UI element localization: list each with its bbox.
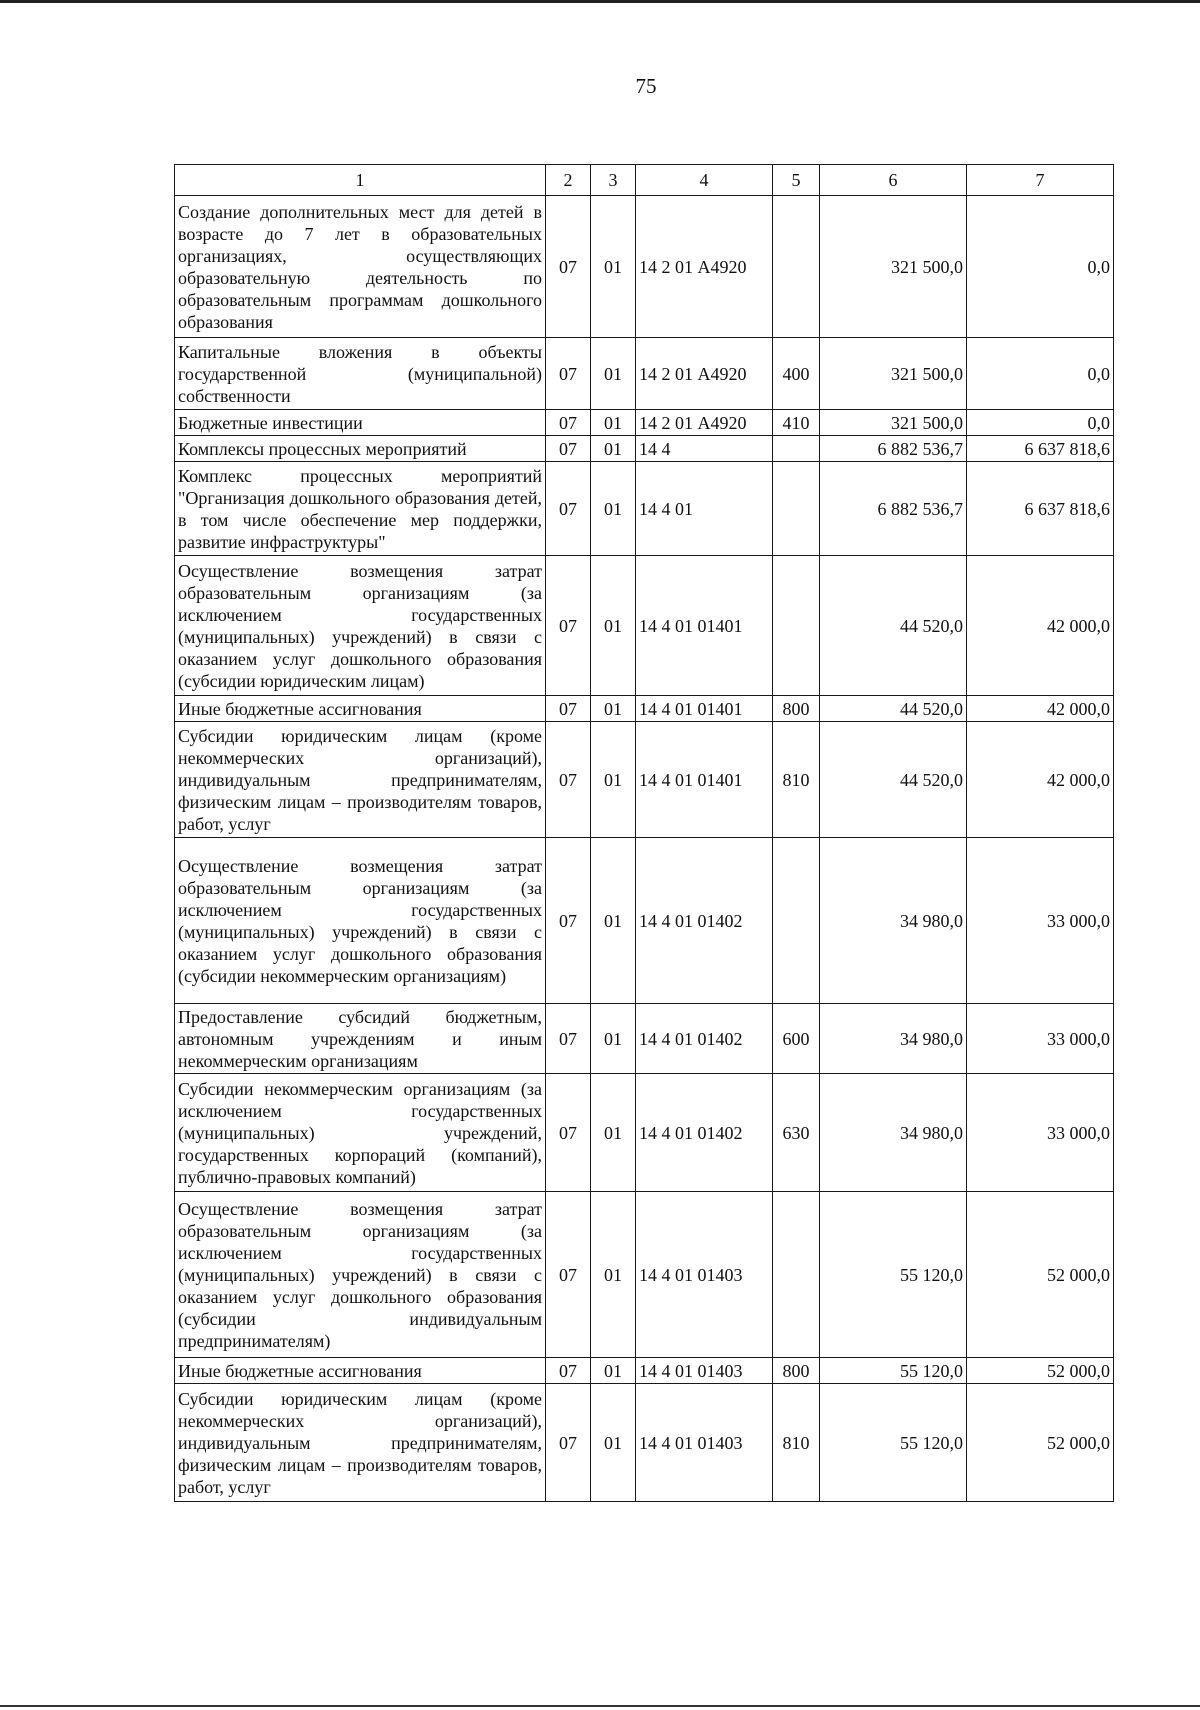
cell-name: Капитальные вложения в объекты государственной (муниципальной) собственности [175, 338, 546, 410]
cell-section: 07 [546, 838, 591, 1004]
table-row [175, 1192, 1114, 1358]
cell-section: 07 [546, 410, 591, 436]
header-col-2: 2 [546, 165, 591, 196]
cell-amount-1: 44 520,0 [820, 722, 967, 838]
cell-section: 07 [546, 196, 591, 338]
cell-amount-1: 6 882 536,7 [820, 462, 967, 556]
cell-target-article: 14 2 01 А4920 [636, 410, 773, 436]
cell-subsection: 01 [591, 1358, 636, 1384]
table-row [175, 722, 1114, 838]
cell-amount-1: 44 520,0 [820, 696, 967, 722]
cell-subsection: 01 [591, 410, 636, 436]
cell-target-article: 14 2 01 А4920 [636, 338, 773, 410]
cell-target-article: 14 4 01 01402 [636, 1004, 773, 1074]
header-col-7: 7 [967, 165, 1114, 196]
header-col-6: 6 [820, 165, 967, 196]
cell-amount-1: 34 980,0 [820, 1004, 967, 1074]
cell-expense-type [773, 196, 820, 338]
cell-name: Иные бюджетные ассигнования [175, 696, 546, 722]
cell-subsection: 01 [591, 196, 636, 338]
bottom-border-line [0, 1705, 1200, 1707]
cell-amount-1: 44 520,0 [820, 556, 967, 696]
table-row [175, 410, 1114, 436]
cell-subsection: 01 [591, 1192, 636, 1358]
cell-section: 07 [546, 436, 591, 462]
top-border-line [0, 0, 1200, 3]
cell-target-article: 14 4 [636, 436, 773, 462]
cell-target-article: 14 4 01 01401 [636, 556, 773, 696]
cell-target-article: 14 4 01 [636, 462, 773, 556]
cell-subsection: 01 [591, 338, 636, 410]
header-col-3: 3 [591, 165, 636, 196]
cell-target-article: 14 4 01 01403 [636, 1358, 773, 1384]
cell-target-article: 14 4 01 01402 [636, 838, 773, 1004]
header-col-1: 1 [175, 165, 546, 196]
table-row [175, 838, 1114, 1004]
cell-section: 07 [546, 462, 591, 556]
cell-section: 07 [546, 338, 591, 410]
cell-expense-type: 810 [773, 1384, 820, 1502]
cell-section: 07 [546, 1358, 591, 1384]
header-col-4: 4 [636, 165, 773, 196]
cell-amount-1: 55 120,0 [820, 1192, 967, 1358]
cell-expense-type [773, 838, 820, 1004]
cell-name: Субсидии юридическим лицам (кроме некоммерческих организаций), индивидуальным предпринимателям, физическим лицам – производителям товаров, работ, услуг [175, 722, 546, 838]
table-row [175, 1004, 1114, 1074]
cell-section: 07 [546, 1384, 591, 1502]
cell-name: Иные бюджетные ассигнования [175, 1358, 546, 1384]
cell-section: 07 [546, 696, 591, 722]
cell-subsection: 01 [591, 1004, 636, 1074]
cell-target-article: 14 4 01 01401 [636, 722, 773, 838]
cell-expense-type [773, 1192, 820, 1358]
cell-expense-type: 400 [773, 338, 820, 410]
cell-expense-type [773, 436, 820, 462]
cell-target-article: 14 4 01 01401 [636, 696, 773, 722]
cell-subsection: 01 [591, 556, 636, 696]
cell-amount-1: 321 500,0 [820, 410, 967, 436]
cell-subsection: 01 [591, 1384, 636, 1502]
cell-name: Осуществление возмещения затрат образовательным организациям (за исключением государственных (муниципальных) учреждений) в связи с оказанием услуг дошкольного образования (субсидии юридическим лицам) [175, 556, 546, 696]
cell-name: Субсидии некоммерческим организациям (за исключением государственных (муниципальных) учреждений, государственных корпораций (компаний), публично-правовых компаний) [175, 1074, 546, 1192]
cell-subsection: 01 [591, 1074, 636, 1192]
cell-amount-2: 33 000,0 [967, 838, 1114, 1004]
cell-amount-1: 6 882 536,7 [820, 436, 967, 462]
cell-target-article: 14 4 01 01402 [636, 1074, 773, 1192]
cell-expense-type: 800 [773, 1358, 820, 1384]
cell-section: 07 [546, 722, 591, 838]
cell-amount-2: 52 000,0 [967, 1192, 1114, 1358]
table-row [175, 1358, 1114, 1384]
table-row [175, 338, 1114, 410]
cell-amount-1: 34 980,0 [820, 1074, 967, 1192]
cell-amount-2: 6 637 818,6 [967, 462, 1114, 556]
cell-expense-type: 600 [773, 1004, 820, 1074]
table-row [175, 462, 1114, 556]
cell-amount-2: 0,0 [967, 196, 1114, 338]
cell-amount-2: 52 000,0 [967, 1384, 1114, 1502]
header-col-5: 5 [773, 165, 820, 196]
cell-target-article: 14 2 01 А4920 [636, 196, 773, 338]
table-row [175, 696, 1114, 722]
cell-name: Комплекс процессных мероприятий "Организация дошкольного образования детей, в том числе обеспечение мер поддержки, развитие инфраструктуры" [175, 462, 546, 556]
cell-amount-1: 55 120,0 [820, 1358, 967, 1384]
cell-section: 07 [546, 1074, 591, 1192]
cell-amount-1: 321 500,0 [820, 338, 967, 410]
cell-subsection: 01 [591, 462, 636, 556]
cell-amount-2: 33 000,0 [967, 1004, 1114, 1074]
cell-amount-2: 0,0 [967, 410, 1114, 436]
table-row [175, 1384, 1114, 1502]
page-number: 75 [635, 74, 657, 98]
cell-amount-2: 42 000,0 [967, 722, 1114, 838]
cell-amount-2: 42 000,0 [967, 696, 1114, 722]
cell-amount-2: 42 000,0 [967, 556, 1114, 696]
cell-amount-2: 33 000,0 [967, 1074, 1114, 1192]
cell-target-article: 14 4 01 01403 [636, 1384, 773, 1502]
table-body [175, 196, 1114, 1502]
cell-amount-1: 34 980,0 [820, 838, 967, 1004]
cell-name: Осуществление возмещения затрат образовательным организациям (за исключением государственных (муниципальных) учреждений) в связи с оказанием услуг дошкольного образования (субсидии некоммерческим организациям) [175, 838, 546, 1004]
cell-amount-1: 55 120,0 [820, 1384, 967, 1502]
cell-target-article: 14 4 01 01403 [636, 1192, 773, 1358]
cell-expense-type: 800 [773, 696, 820, 722]
cell-section: 07 [546, 556, 591, 696]
cell-name: Предоставление субсидий бюджетным, автономным учреждениям и иным некоммерческим организациям [175, 1004, 546, 1074]
cell-expense-type: 810 [773, 722, 820, 838]
cell-section: 07 [546, 1192, 591, 1358]
table-row [175, 436, 1114, 462]
cell-name: Бюджетные инвестиции [175, 410, 546, 436]
cell-name: Осуществление возмещения затрат образовательным организациям (за исключением государственных (муниципальных) учреждений) в связи с оказанием услуг дошкольного образования (субсидии индивидуальным предпринимателям) [175, 1192, 546, 1358]
cell-amount-2: 6 637 818,6 [967, 436, 1114, 462]
cell-expense-type [773, 462, 820, 556]
table-row [175, 556, 1114, 696]
cell-subsection: 01 [591, 436, 636, 462]
cell-subsection: 01 [591, 722, 636, 838]
cell-name: Субсидии юридическим лицам (кроме некоммерческих организаций), индивидуальным предпринимателям, физическим лицам – производителям товаров, работ, услуг [175, 1384, 546, 1502]
cell-expense-type: 630 [773, 1074, 820, 1192]
cell-expense-type: 410 [773, 410, 820, 436]
table-row [175, 1074, 1114, 1192]
table-row [175, 196, 1114, 338]
cell-subsection: 01 [591, 838, 636, 1004]
cell-subsection: 01 [591, 696, 636, 722]
cell-amount-1: 321 500,0 [820, 196, 967, 338]
cell-name: Комплексы процессных мероприятий [175, 436, 546, 462]
cell-amount-2: 52 000,0 [967, 1358, 1114, 1384]
cell-section: 07 [546, 1004, 591, 1074]
cell-amount-2: 0,0 [967, 338, 1114, 410]
cell-name: Создание дополнительных мест для детей в возрасте до 7 лет в образовательных организациях, осуществляющих образовательную деятельность по образовательным программам дошкольного образования [175, 196, 546, 338]
cell-expense-type [773, 556, 820, 696]
table-header-row [175, 165, 1114, 196]
budget-table [174, 164, 1114, 1502]
